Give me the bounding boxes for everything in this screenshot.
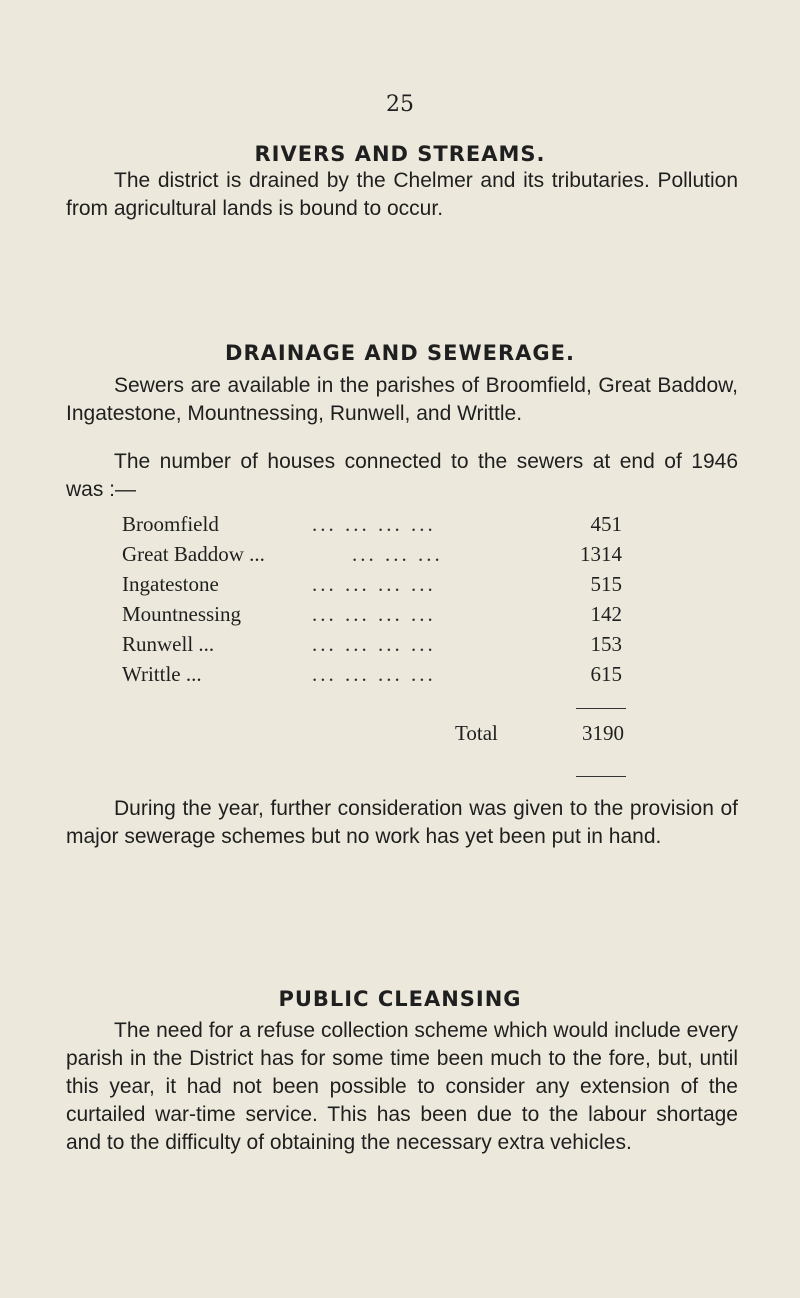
- paragraph-refuse-collection: The need for a refuse collection scheme which would include every parish in the District has for some time been much to the fore, but, until this year, it had not been possible to consider any extension of the curtailed war-time service. This has been due to the labour shortage and to the difficulty of obtaining the necessary extra vehicles.: [66, 1019, 738, 1154]
- house-count: 1314: [580, 542, 622, 566]
- paragraph-further-consideration: During the year, further consideration was given to the provision of major sewerage schemes but no work has yet been put in hand.: [66, 797, 738, 848]
- heading-drainage-and-sewerage: DRAINAGE AND SEWERAGE.: [225, 341, 575, 365]
- table-row: [122, 662, 642, 692]
- house-count: 451: [590, 512, 622, 536]
- leader-dots: ... ... ... ...: [312, 602, 436, 626]
- leader-dots: ... ... ...: [352, 542, 443, 566]
- parish-name: Ingatestone: [122, 572, 219, 596]
- table-row: [122, 542, 642, 572]
- parish-name: Writtle ...: [122, 662, 202, 686]
- parish-name: Mountnessing: [122, 602, 242, 626]
- leader-dots: ... ... ... ...: [312, 572, 436, 596]
- paragraph-houses-connected: The number of houses connected to the sewers at end of 1946 was :—: [66, 450, 738, 501]
- total-label: Total: [455, 721, 498, 745]
- total-rule-bottom: [576, 776, 626, 777]
- leader-dots: ... ... ... ...: [312, 632, 436, 656]
- total-rule-top: [576, 708, 626, 709]
- paragraph-sewers-available: Sewers are available in the parishes of Broomfield, Great Baddow, Ingatestone, Mountnessing, Runwell, and Writtle.: [66, 374, 738, 425]
- parish-name: Broomfield: [122, 512, 219, 536]
- house-count: 153: [590, 632, 622, 656]
- parish-name: Runwell ...: [122, 632, 215, 656]
- table-row: [122, 632, 642, 662]
- table-row: [122, 572, 642, 602]
- leader-dots: ... ... ... ...: [312, 662, 436, 686]
- table-row: [122, 512, 642, 542]
- house-count: 515: [590, 572, 622, 596]
- leader-dots: ... ... ... ...: [312, 512, 436, 536]
- house-count: 142: [590, 602, 622, 626]
- heading-rivers-and-streams: RIVERS AND STREAMS.: [254, 142, 546, 166]
- table-row: [122, 602, 642, 632]
- page-number: 25: [386, 92, 414, 117]
- paragraph-rivers: The district is drained by the Chelmer and its tributaries. Pollution from agricultural lands is bound to occur.: [66, 169, 738, 220]
- parish-name: Great Baddow ...: [122, 542, 265, 566]
- heading-public-cleansing: PUBLIC CLEANSING: [278, 987, 522, 1011]
- total-value: 3190: [582, 721, 624, 745]
- houses-connected-table: [122, 512, 642, 692]
- house-count: 615: [590, 662, 622, 686]
